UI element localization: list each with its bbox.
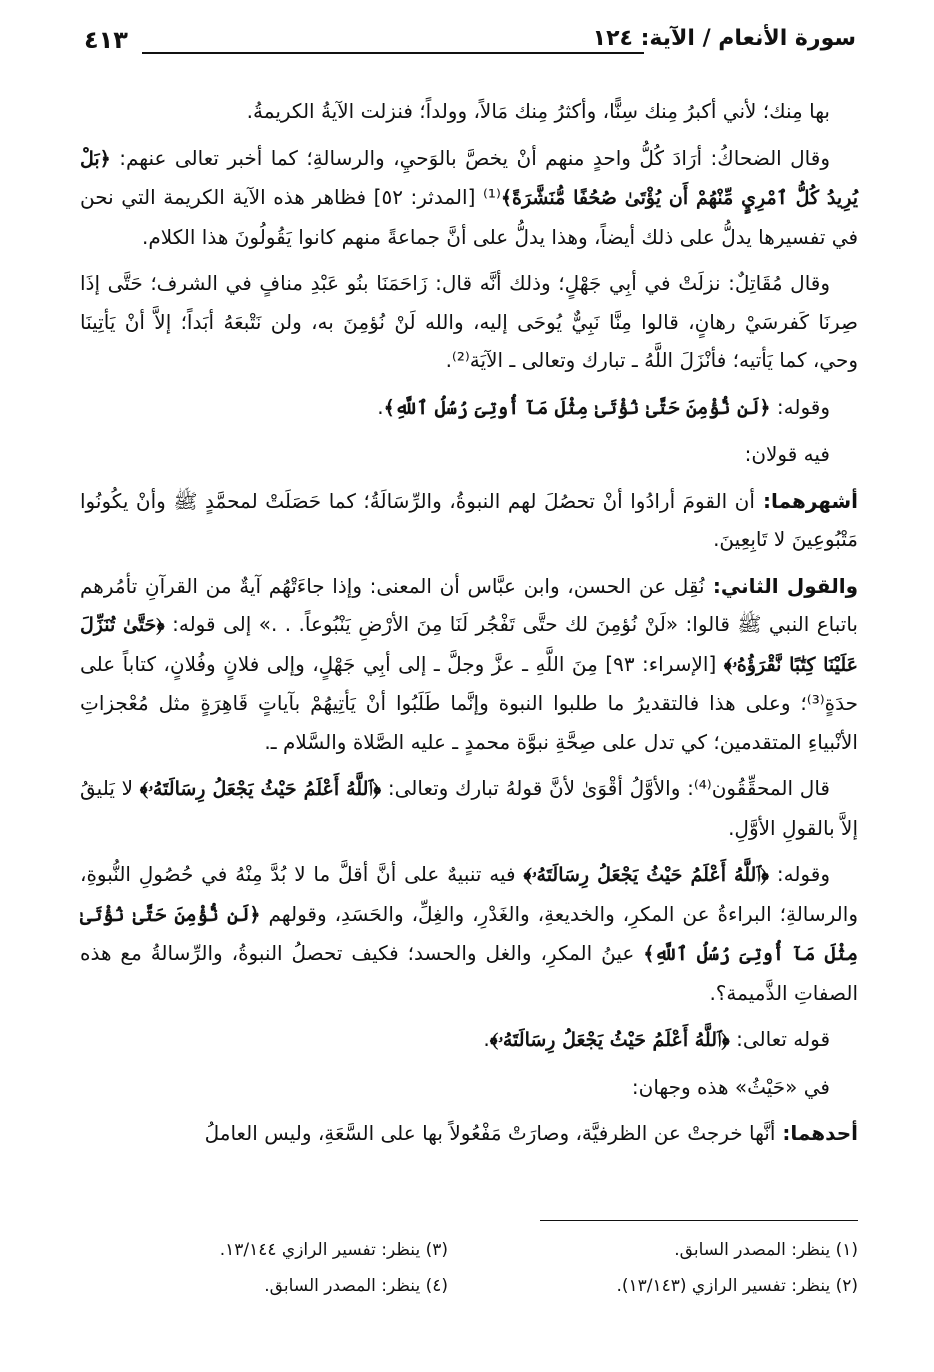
quran-verse: ﴿ٱللَّهُ أَعْلَمُ حَيْثُ يَجْعَلُ رِسَالَتَهُۥ﴾ (489, 1029, 730, 1051)
paragraph-text: أنَّها خرجتْ عن الظرفيَّة، وصارَتْ مَفْعُولاً بها على السَّعَةِ، وليس العاملُ (204, 1121, 776, 1145)
opinion-label: والقول الثاني: (704, 573, 858, 598)
paragraph (80, 388, 858, 428)
paragraph-text: نُقِل عن الحسن، وابن عبَّاس أن المعنى: وإذا جاءَتْهُم آيةٌ من القرآنِ تأمُرهم باتباع النبي ﷺ قالوا: «لَنْ نُؤمِنَ لك حتَّى تَفْجُر لَنَا مِنَ الأرْضِ يَنْبُوعاً. . .» إلى قوله: (80, 573, 858, 636)
paragraph-text: وقوله: (770, 394, 830, 419)
paragraph-text: وقال الضحاكُ: أرَادَ كُلُّ واحدٍ منهم أنْ يخصَّ بالوَحيِ، والرسالةِ؛ كما أخبر تعالى عنهم: (110, 145, 830, 170)
paragraph-text: وقال مُقَاتِلٌ: نزلَتْ في أبِي جَهْلٍ؛ وذلك أنَّه قال: زَاحَمَنَا بنُو عَبْدِ منافٍ في الشرف؛ حَتَّى إذَا صِرنَا كَفرسَيْ رهانٍ، قالوا مِنَّا نَبِيٌّ يُوحَى إليه، والله لَنْ نُؤمِنَ به، ولن نَتْبعَهُ أبَداً؛ إلاَّ أنْ يَأتِينَا وحي، كما يَأتيه؛ فأنْزَلَ اللَّهُ ـ تبارك وتعالى ـ الآيَة⁽²⁾. (80, 271, 858, 372)
page-header (84, 16, 856, 56)
paragraph-text: . (483, 1027, 490, 1051)
paragraph-text: . (377, 394, 384, 419)
footnote-1: (١) ينظر: المصدر السابق. (674, 1240, 858, 1260)
main-text (80, 92, 858, 1161)
paragraph (80, 567, 858, 762)
paragraph (80, 1020, 858, 1060)
paragraph-text: فيه قولان: (744, 442, 830, 466)
quran-verse: ﴿حَتَّىٰ تُنَزِّلَ عَلَيْنَا كِتَٰبًا نَّقْرَؤُهُۥ﴾ (80, 614, 858, 676)
paragraph (80, 435, 858, 474)
opinion-label: أشهرهما: (754, 488, 859, 513)
footnote-3: (٣) ينظر: تفسير الرازي ١٣/١٤٤. (219, 1240, 448, 1260)
paragraph-text: لا يَليقُ إلاَّ بالقولِ الأوَّلِ. (80, 776, 858, 840)
quran-verse: ﴿لَن نُّؤْمِنَ حَتَّىٰ نُؤْتَىٰ مِثْلَ مَآ أُوتِىَ رُسُلُ ٱللَّهِ﴾ (80, 903, 858, 965)
quran-verse: ﴿لَن نُّؤْمِنَ حَتَّىٰ نُؤْتَىٰ مِثْلَ مَآ أُوتِىَ رُسُلُ ٱللَّهِ﴾ (383, 396, 771, 419)
paragraph-text: فيه تنبيهٌ على أنَّ أقلَّ ما لا بُدَّ مِنْهُ في حُصُولِ النُّبوةِ، والرسالةِ؛ البراءةُ عن المكرِ، والخديعةِ، والغَدْرِ، والغِلِّ، والحَسَدِ، وقولهم (80, 862, 858, 926)
paragraph-text: بها مِنك؛ لأني أكبرُ مِنك سِنًّا، وأكثرُ مِنك مَالاً، وولداً؛ فنزلت الآيةُ الكريمةُ. (246, 99, 830, 123)
opinion-label: أحدهما: (775, 1121, 858, 1145)
quran-verse: ﴿بَلْ يُرِيدُ كُلُّ ٱمْرِيٍٕ مِّنْهُمْ أَن يُؤْتَىٰ صُحُفًا مُّنَشَّرَةً﴾ (80, 147, 858, 209)
paragraph (80, 855, 858, 1012)
paragraph-text: قال المحقِّقُون⁽⁴⁾: والأوَّلُ أقْوَىٰ لأنَّ قولهُ تبارك وتعالى: (381, 776, 830, 800)
paragraph (80, 1068, 858, 1107)
paragraph-text: ⁽¹⁾ [المدثر: ٥٢] فظاهر هذه الآية الكريمة التي نحن في تفسيرها يدلُّ على ذلك أيضاً، وهذا يدلُّ على أنَّ جماعةً منهم كانوا يَقُولُونَ هذا الكلام. (80, 185, 858, 249)
paragraph (80, 264, 858, 380)
quran-verse: ﴿ٱللَّهُ أَعْلَمُ حَيْثُ يَجْعَلُ رِسَالَتَهُۥ﴾ (523, 864, 770, 886)
quran-verse: ﴿ٱللَّهُ أَعْلَمُ حَيْثُ يَجْعَلُ رِسَالَتَهُۥ﴾ (139, 778, 382, 800)
header-rule (142, 52, 644, 54)
page-number: ٤١٣ (84, 26, 128, 54)
footnote-separator (540, 1220, 858, 1221)
footnote-4: (٤) ينظر: المصدر السابق. (264, 1276, 448, 1296)
paragraph-text: قوله تعالى: (729, 1027, 830, 1051)
paragraph-text: أن القومَ أرادُوا أنْ تحصُلَ لهم النبوةُ، والرِّسَالَةُ؛ كما حَصَلَتْ لمحمَّدٍ ﷺ وأنْ يكُونُوا مَتْبُوعِينَ لا تَابِعِينَ. (80, 488, 858, 551)
footnote-2: (٢) ينظر: تفسير الرازي (١٣/١٤٣). (616, 1276, 858, 1296)
paragraph (80, 1114, 858, 1153)
paragraph (80, 482, 858, 559)
paragraph-text: وقوله: (769, 862, 830, 886)
paragraph (80, 92, 858, 131)
paragraph-text: في «حَيْثُ» هذه وجهان: (631, 1074, 830, 1099)
paragraph-text: عينُ المكرِ، والغل والحسد؛ فكيف تحصلُ النبوةُ، والرِّسالةُ مع هذه الصفاتِ الذَّميمة؟. (80, 941, 858, 1005)
paragraph (80, 139, 858, 257)
paragraph-text: [الإسراء: ٩٣] مِنَ اللَّهِ ـ عزَّ وجلَّ ـ إلى أبِي جَهْلٍ، وإلى فلانٍ وفُلانٍ، كتاباً على حدَةٍ⁽³⁾؛ وعلى هذا فالتقديرُ ما طلبوا النبوة وإنَّما طَلَبُوا أنْ يَأتِيهُمْ بآياتٍ قَاهِرَةٍ مثل مُعْجزاتِ الأنْبياءِ المتقدمين؛ كي تدل على صِحَّةِ نبوَّة محمدٍ ـ عليه الصَّلاة والسَّلام ـ. (80, 651, 858, 754)
surah-title: سورة الأنعام / الآية: ١٢٤ (592, 26, 856, 51)
paragraph (80, 769, 858, 847)
